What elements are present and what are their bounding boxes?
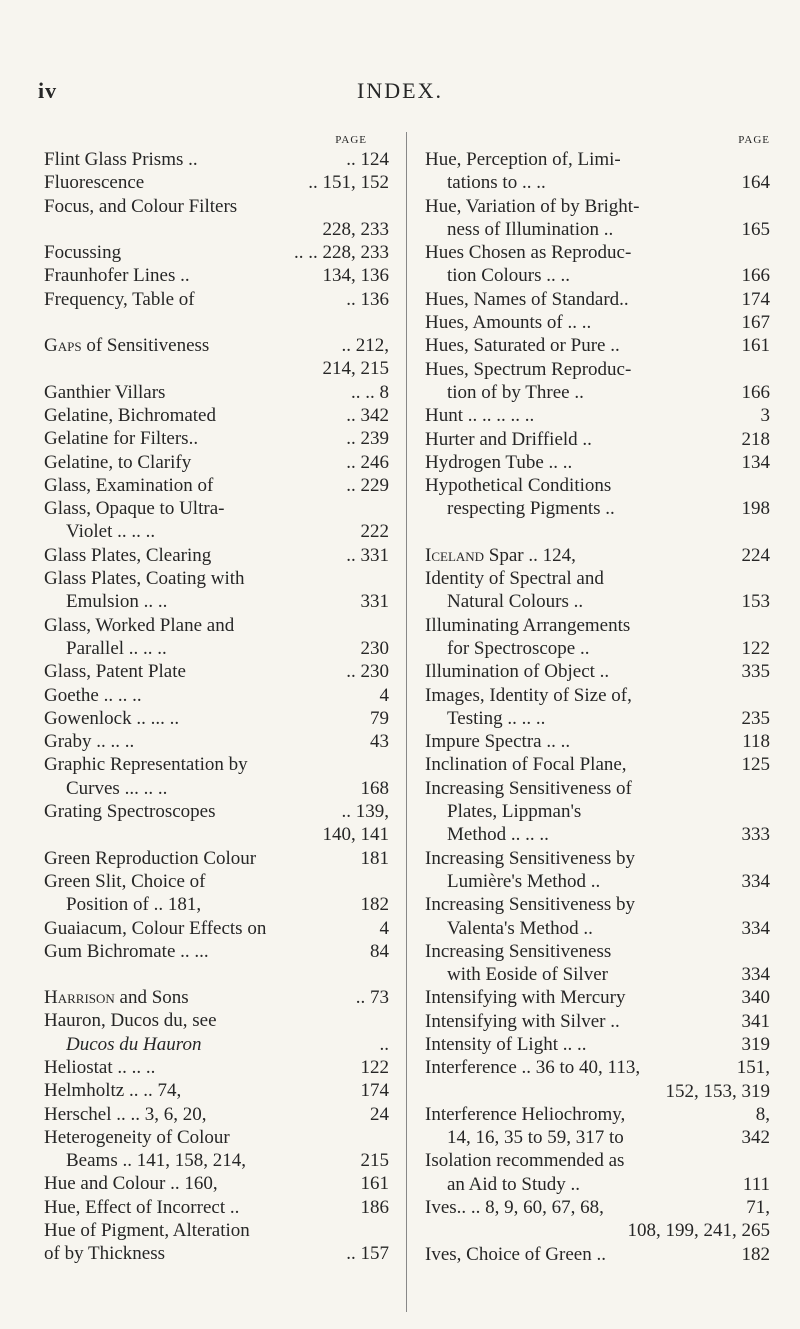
index-term: ness of Illumination ..	[447, 218, 614, 240]
index-pages: .. 212,	[341, 335, 389, 357]
index-term: with Eoside of Silver	[447, 964, 608, 986]
index-pages: .. 139,	[341, 801, 389, 823]
index-pages: 111	[742, 1173, 770, 1195]
index-term-lead: Iceland	[425, 544, 485, 566]
index-pages: .. 136	[346, 288, 389, 310]
index-term: Images, Identity of Size of,	[425, 684, 632, 706]
index-entry	[425, 823, 770, 846]
index-entry	[44, 264, 389, 287]
index-pages: .. 331	[346, 544, 389, 566]
page-column-label: PAGE	[335, 134, 367, 146]
index-term: Flint Glass Prisms ..	[44, 149, 198, 170]
index-entry	[44, 497, 389, 520]
index-term: Hypothetical Conditions	[425, 475, 612, 497]
index-term: Green Reproduction Colour	[44, 847, 257, 869]
index-entry	[44, 381, 389, 404]
index-entry	[425, 893, 770, 916]
index-entry	[44, 218, 389, 241]
index-term: Gelatine for Filters..	[44, 428, 199, 450]
index-entry	[425, 567, 770, 590]
index-entry	[425, 381, 770, 404]
index-pages: .. 229	[346, 474, 389, 496]
index-pages: 186	[360, 1196, 389, 1218]
index-pages: 4	[379, 684, 389, 706]
index-term: Natural Colours ..	[447, 591, 584, 613]
index-term: tion Colours .. ..	[447, 265, 570, 287]
index-term: Identity of Spectral and	[425, 568, 604, 590]
index-entry	[425, 404, 770, 427]
index-pages: 335	[741, 661, 770, 683]
page-number: iv	[38, 78, 58, 103]
index-term: Focus, and Colour Filters	[44, 195, 238, 217]
index-term: Hues, Saturated or Pure ..	[425, 335, 620, 357]
index-pages: 230	[360, 637, 389, 659]
index-pages: 4	[379, 917, 389, 939]
index-term	[44, 986, 356, 1009]
index-entry	[425, 1080, 770, 1103]
index-pages: 122	[741, 637, 770, 659]
index-entry	[425, 870, 770, 893]
index-entry	[44, 241, 389, 264]
index-term: Helmholtz .. .. 74,	[44, 1080, 182, 1102]
index-entry	[44, 1172, 389, 1195]
index-pages: 174	[360, 1080, 389, 1102]
index-entry	[44, 637, 389, 660]
index-term	[44, 357, 323, 380]
index-pages: 151,	[736, 1057, 770, 1079]
index-term: Heterogeneity of Colour	[44, 1126, 230, 1148]
index-entry	[44, 1149, 389, 1172]
index-entry	[44, 520, 389, 543]
index-term: Increasing Sensitiveness by	[425, 847, 636, 869]
column-divider	[406, 132, 407, 1312]
index-pages: 334	[741, 964, 770, 986]
index-entry	[425, 1010, 770, 1033]
right-entries	[425, 148, 770, 1266]
index-term: Valenta's Method ..	[447, 917, 593, 939]
index-entry	[44, 660, 389, 683]
index-term: Hauron, Ducos du, see	[44, 1010, 217, 1032]
index-entry	[425, 497, 770, 520]
index-entry	[44, 777, 389, 800]
index-pages: 140, 141	[322, 824, 389, 846]
index-term: Hunt .. .. .. .. ..	[425, 405, 535, 427]
index-term: Hydrogen Tube .. ..	[425, 451, 573, 473]
index-term-rest: Spar .. 124,	[484, 544, 576, 566]
index-entry	[44, 288, 389, 311]
index-pages: 165	[741, 218, 770, 240]
index-entry	[44, 1056, 389, 1079]
index-entry	[425, 1196, 770, 1219]
index-pages: .. 157	[346, 1243, 389, 1265]
index-pages: 3	[760, 405, 770, 427]
index-term: Lumière's Method ..	[447, 870, 601, 892]
index-pages: 334	[741, 870, 770, 892]
index-pages: .. 239	[346, 428, 389, 450]
index-term: Curves ... .. ..	[66, 777, 168, 799]
index-entry	[44, 590, 389, 613]
index-entry	[44, 1196, 389, 1219]
index-term: 14, 16, 35 to 59, 317 to	[447, 1127, 624, 1149]
index-term: Testing .. .. ..	[447, 707, 546, 729]
index-entry	[44, 1033, 389, 1056]
index-term: Fluorescence	[44, 172, 145, 194]
index-term	[44, 823, 323, 846]
index-term	[425, 544, 742, 567]
index-term: Gelatine, Bichromated	[44, 404, 216, 426]
index-term: Glass, Patent Plate	[44, 661, 186, 683]
index-entry	[425, 148, 770, 171]
index-pages: 43	[370, 731, 389, 753]
index-term: Illumination of Object ..	[425, 661, 610, 683]
index-term-lead: Harrison	[44, 987, 115, 1009]
index-entry	[425, 730, 770, 753]
index-entry	[44, 940, 389, 963]
index-entry	[425, 777, 770, 800]
index-term: Increasing Sensitiveness	[425, 940, 612, 962]
index-entry	[44, 917, 389, 940]
index-entry	[425, 218, 770, 241]
index-entry	[44, 684, 389, 707]
index-entry	[425, 264, 770, 287]
index-entry	[44, 986, 389, 1009]
index-entry	[425, 428, 770, 451]
index-pages: 8,	[755, 1103, 770, 1125]
index-entry	[425, 917, 770, 940]
index-pages: 235	[741, 707, 770, 729]
right-column	[425, 132, 770, 1266]
index-term: Glass, Opaque to Ultra-	[44, 498, 225, 520]
index-pages: 168	[360, 777, 389, 799]
index-term: Increasing Sensitiveness of	[425, 777, 632, 799]
index-term: Ganthier Villars	[44, 381, 166, 403]
index-pages: 181	[360, 847, 389, 869]
index-pages: 152, 153, 319	[665, 1080, 770, 1102]
index-entry	[425, 590, 770, 613]
index-entry	[425, 544, 770, 567]
index-entry	[44, 753, 389, 776]
index-pages: 134, 136	[322, 265, 389, 287]
index-term: of by Thickness	[44, 1243, 166, 1265]
index-entry	[425, 288, 770, 311]
index-entry	[44, 1242, 389, 1265]
index-term: Hue, Perception of, Limi-	[425, 149, 621, 170]
index-term: Ives.. .. 8, 9, 60, 67, 68,	[425, 1197, 604, 1219]
index-pages: 108, 199, 241, 265	[627, 1220, 770, 1242]
index-pages: 174	[741, 288, 770, 310]
index-pages: .. 230	[346, 661, 389, 683]
index-term: Ducos du Hauron	[66, 1033, 202, 1055]
index-entry	[44, 1219, 389, 1242]
index-term-rest: and Sons	[114, 987, 189, 1009]
index-entry	[425, 707, 770, 730]
index-pages: 164	[741, 172, 770, 194]
index-term: Intensifying with Silver ..	[425, 1010, 620, 1032]
index-entry	[425, 986, 770, 1009]
index-term: tion of by Three ..	[447, 381, 584, 403]
index-term: Inclination of Focal Plane,	[425, 754, 627, 776]
entry-group-gap	[44, 963, 389, 986]
index-entry	[44, 427, 389, 450]
index-term: Glass Plates, Coating with	[44, 568, 245, 590]
index-term-rest: of Sensitiveness	[81, 335, 210, 357]
index-entry	[44, 474, 389, 497]
index-term: Interference .. 36 to 40, 113,	[425, 1057, 641, 1079]
index-entry	[44, 1126, 389, 1149]
index-pages: 228, 233	[322, 218, 389, 240]
index-pages: 153	[741, 591, 770, 613]
index-term: Graby .. .. ..	[44, 731, 135, 753]
index-pages: 161	[741, 335, 770, 357]
index-term: Interference Heliochromy,	[425, 1103, 626, 1125]
index-entry	[44, 148, 389, 171]
index-pages: 214, 215	[322, 358, 389, 380]
index-term: Hue, Variation of by Bright-	[425, 195, 640, 217]
index-pages: 79	[370, 707, 389, 729]
index-term: Beams .. 141, 158, 214,	[66, 1150, 246, 1172]
index-term: Plates, Lippman's	[447, 801, 582, 823]
index-entry	[425, 1219, 770, 1242]
index-term: Hues, Spectrum Reproduc-	[425, 358, 632, 380]
index-term: Illuminating Arrangements	[425, 614, 631, 636]
index-term: Fraunhofer Lines ..	[44, 265, 190, 287]
index-entry	[44, 404, 389, 427]
index-entry	[425, 614, 770, 637]
index-term: Graphic Representation by	[44, 754, 248, 776]
index-term: Intensifying with Mercury	[425, 987, 626, 1009]
index-term: Frequency, Table of	[44, 288, 195, 310]
index-pages: 224	[741, 544, 770, 566]
index-term: Increasing Sensitiveness by	[425, 894, 636, 916]
index-term: Hues, Amounts of .. ..	[425, 312, 592, 334]
index-term: Intensity of Light .. ..	[425, 1033, 587, 1055]
index-term-lead: Gaps	[44, 335, 82, 357]
index-entry	[425, 753, 770, 776]
index-pages: 118	[742, 731, 770, 753]
index-entry	[425, 358, 770, 381]
index-term: Emulsion .. ..	[66, 591, 168, 613]
index-term: Focussing	[44, 242, 122, 264]
index-entry	[425, 195, 770, 218]
index-pages: .. 124	[346, 149, 389, 170]
index-entry	[44, 823, 389, 846]
index-pages: 166	[741, 381, 770, 403]
index-entry	[425, 1056, 770, 1079]
index-term: Herschel .. .. 3, 6, 20,	[44, 1103, 207, 1125]
index-pages: .. 73	[355, 987, 389, 1009]
index-pages: 71,	[746, 1197, 770, 1219]
index-term: an Aid to Study ..	[447, 1173, 581, 1195]
index-entry	[425, 637, 770, 660]
entry-group-gap	[425, 521, 770, 544]
index-term	[66, 218, 323, 241]
index-entry	[425, 334, 770, 357]
index-term	[447, 1219, 628, 1242]
index-term: Green Slit, Choice of	[44, 870, 206, 892]
index-term: Impure Spectra .. ..	[425, 731, 571, 753]
index-entry	[44, 1103, 389, 1126]
index-pages: 84	[370, 940, 389, 962]
index-entry	[425, 1173, 770, 1196]
index-entry	[44, 707, 389, 730]
index-term: Gum Bichromate .. ...	[44, 940, 209, 962]
index-pages: 222	[360, 521, 389, 543]
index-entry	[44, 171, 389, 194]
index-term: Method .. .. ..	[447, 824, 549, 846]
left-entries	[44, 148, 389, 1266]
index-entry	[425, 1033, 770, 1056]
index-pages: ..	[379, 1033, 389, 1055]
index-term: Ives, Choice of Green ..	[425, 1243, 606, 1265]
index-entry	[425, 963, 770, 986]
index-entry	[44, 1009, 389, 1032]
index-term: Glass, Worked Plane and	[44, 614, 235, 636]
index-pages: 134	[741, 451, 770, 473]
index-term: Isolation recommended as	[425, 1150, 625, 1172]
index-entry	[425, 1149, 770, 1172]
index-term: for Spectroscope ..	[447, 637, 590, 659]
index-term: Hues Chosen as Reproduc-	[425, 242, 632, 264]
index-term: Heliostat .. .. ..	[44, 1056, 156, 1078]
index-entry	[44, 1079, 389, 1102]
index-term: respecting Pigments ..	[447, 498, 615, 520]
index-term: Grating Spectroscopes	[44, 801, 216, 823]
index-entry	[425, 660, 770, 683]
index-pages: 218	[741, 428, 770, 450]
index-entry	[44, 544, 389, 567]
index-entry	[425, 451, 770, 474]
index-pages: 161	[360, 1173, 389, 1195]
index-pages: 166	[741, 265, 770, 287]
page-column-label: PAGE	[738, 134, 770, 146]
index-pages: .. 342	[346, 404, 389, 426]
index-term: Glass Plates, Clearing	[44, 544, 212, 566]
index-pages: 125	[741, 754, 770, 776]
index-entry	[425, 847, 770, 870]
index-pages: 182	[360, 894, 389, 916]
index-entry	[44, 800, 389, 823]
index-entry	[425, 474, 770, 497]
index-term: Hue of Pigment, Alteration	[44, 1220, 250, 1242]
index-pages: 340	[741, 987, 770, 1009]
index-entry	[425, 800, 770, 823]
index-term: Hue, Effect of Incorrect ..	[44, 1196, 240, 1218]
index-term: Glass, Examination of	[44, 474, 214, 496]
index-entry	[425, 311, 770, 334]
running-header	[0, 78, 800, 108]
index-entry	[425, 241, 770, 264]
index-pages: 24	[370, 1103, 389, 1125]
index-term: Violet .. .. ..	[66, 521, 156, 543]
entry-group-gap	[44, 311, 389, 334]
index-entry	[44, 334, 389, 357]
index-pages: 331	[360, 591, 389, 613]
index-entry	[44, 870, 389, 893]
index-entry	[425, 1126, 770, 1149]
index-pages: 319	[741, 1033, 770, 1055]
index-pages: 182	[741, 1243, 770, 1265]
index-pages: .. .. 228, 233	[294, 242, 389, 264]
index-term: Gowenlock .. ... ..	[44, 707, 180, 729]
index-term: Hurter and Driffield ..	[425, 428, 592, 450]
index-entry	[425, 1243, 770, 1266]
index-term: Hues, Names of Standard..	[425, 288, 629, 310]
index-pages: 334	[741, 917, 770, 939]
index-entry	[44, 195, 389, 218]
index-entry	[425, 1103, 770, 1126]
index-term: tations to .. ..	[447, 172, 546, 194]
index-entry	[44, 451, 389, 474]
index-pages: 341	[741, 1010, 770, 1032]
index-pages: 198	[741, 498, 770, 520]
index-term	[447, 1080, 666, 1103]
index-pages: 215	[360, 1150, 389, 1172]
index-term: Guaiacum, Colour Effects on	[44, 917, 267, 939]
index-pages: 342	[741, 1127, 770, 1149]
index-pages: 167	[741, 312, 770, 334]
index-entry	[44, 567, 389, 590]
index-entry	[425, 940, 770, 963]
index-term: Parallel .. .. ..	[66, 637, 167, 659]
left-column	[44, 132, 389, 1266]
index-pages: .. 151, 152	[308, 172, 389, 194]
index-entry	[44, 357, 389, 380]
index-pages: 333	[741, 824, 770, 846]
index-entry	[44, 847, 389, 870]
index-pages: .. .. 8	[351, 381, 389, 403]
index-pages: .. 246	[346, 451, 389, 473]
index-entry	[44, 893, 389, 916]
index-entry	[44, 614, 389, 637]
index-entry	[425, 684, 770, 707]
page-title: INDEX.	[357, 78, 443, 103]
index-term	[44, 334, 342, 357]
index-pages: 122	[360, 1056, 389, 1078]
index-entry	[44, 730, 389, 753]
index-term: Position of .. 181,	[66, 894, 202, 916]
index-term: Gelatine, to Clarify	[44, 451, 192, 473]
index-term: Goethe .. .. ..	[44, 684, 142, 706]
index-entry	[425, 171, 770, 194]
index-term: Hue and Colour .. 160,	[44, 1173, 218, 1195]
